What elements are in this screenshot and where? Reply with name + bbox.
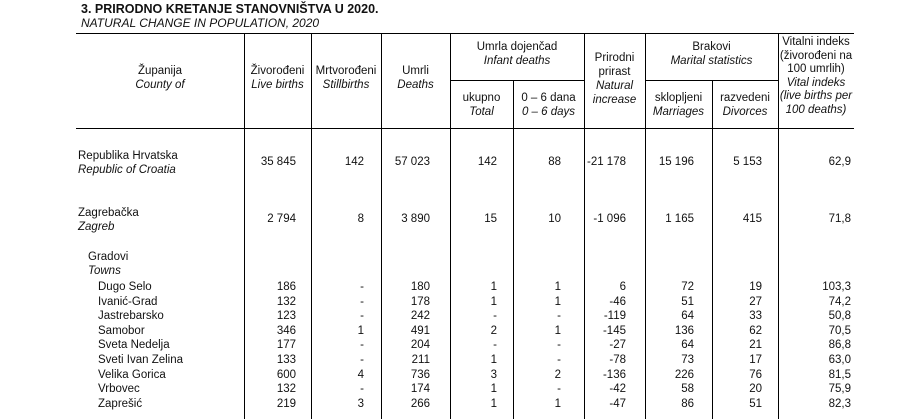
table-cell: 133	[276, 354, 296, 366]
table-cell: 1	[554, 281, 561, 293]
table-cell: 63,0	[828, 354, 851, 366]
table-cell: -1 096	[593, 213, 626, 225]
table-cell: 1	[554, 324, 561, 337]
table-cell: -	[360, 281, 364, 293]
table-cell: 132	[276, 295, 296, 308]
table-cell: -78	[609, 354, 626, 366]
table-cell: 1	[490, 397, 497, 410]
table-cell: 132	[276, 383, 296, 396]
header-live-births: Živorođeni Live births	[250, 65, 305, 91]
table-cell: 3	[490, 368, 497, 381]
table-cell: 5 153	[733, 156, 762, 168]
table-cell: -46	[609, 295, 626, 308]
town-name: Sveti Ivan Zelina	[98, 354, 184, 366]
town-name: Dugo Selo	[98, 281, 152, 293]
table-cell: 62,9	[828, 156, 851, 168]
table-cell: 242	[410, 310, 430, 323]
table-cell: 10	[548, 213, 561, 225]
table-cell: 136	[674, 324, 694, 337]
table-cell: 15 196	[658, 156, 694, 168]
table-cell: 174	[410, 383, 430, 396]
table-cell: 1	[554, 295, 561, 308]
table-cell: -145	[602, 324, 626, 337]
table-subtitle: NATURAL CHANGE IN POPULATION, 2020	[81, 16, 320, 30]
table-cell: 73	[681, 354, 694, 366]
table-cell: -	[360, 295, 364, 308]
table-cell: -136	[602, 368, 626, 381]
table-cell: 3	[357, 397, 364, 410]
table-cell: -	[557, 383, 561, 396]
table-cell: 51	[681, 295, 694, 308]
header-marriages: sklopljeni Marriages	[652, 92, 705, 118]
table-cell: 600	[276, 368, 296, 381]
table-cell: 62	[749, 324, 762, 337]
table-cell: 71,8	[828, 213, 851, 225]
header-natural-increase: Prirodni prirast Natural increase	[592, 52, 637, 106]
table-cell: 177	[276, 339, 296, 352]
header-marital: Brakovi Marital statistics	[670, 41, 753, 67]
table-cell: 103,3	[822, 281, 851, 293]
table-cell: -	[360, 310, 364, 323]
header-infant-0-6: 0 – 6 dana 0 – 6 days	[521, 92, 576, 118]
table-title: 3. PRIRODNO KRETANJE STANOVNIŠTVA U 2020.	[81, 2, 379, 16]
table-cell: 491	[410, 324, 430, 337]
table-cell: -47	[609, 397, 626, 410]
header-top-rule	[76, 33, 854, 34]
town-name: Vrbovec	[98, 383, 140, 396]
table-cell: 86,8	[828, 339, 851, 352]
table-cell: 142	[477, 156, 497, 168]
table-cell: 88	[548, 156, 561, 168]
table-cell: 186	[276, 281, 296, 293]
row-croatia-label: Republika Hrvatska Republic of Croatia	[78, 150, 178, 176]
table-cell: 74,2	[828, 295, 851, 308]
table-cell: 86	[681, 397, 694, 410]
table-cell: -42	[609, 383, 626, 396]
town-name: Velika Gorica	[98, 368, 166, 381]
infant-sub-rule	[450, 80, 584, 81]
table-cell: -	[493, 339, 497, 352]
table-cell: 33	[749, 310, 762, 323]
table-cell: 180	[410, 281, 430, 293]
header-county: Županija County of	[135, 65, 185, 91]
table-cell: -	[493, 310, 497, 323]
header-bottom-rule	[76, 128, 854, 129]
table-cell: 2	[554, 368, 561, 381]
town-name: Jastrebarsko	[98, 310, 164, 323]
table-cell: 1	[490, 354, 497, 366]
town-name: Samobor	[98, 324, 145, 337]
col-divider	[513, 80, 514, 419]
table-cell: 204	[410, 339, 430, 352]
table-cell: 4	[357, 368, 364, 381]
table-cell: 6	[619, 281, 626, 293]
header-divorces: razvedeni Divorces	[720, 92, 770, 118]
table-cell: -	[360, 339, 364, 352]
table-cell: 2	[490, 324, 497, 337]
table-cell: 123	[276, 310, 296, 323]
table-cell: 346	[276, 324, 296, 337]
table-cell: 1	[357, 324, 364, 337]
table-cell: -27	[609, 339, 626, 352]
header-vital-index: Vitalni indeks (živorođeni na 100 umrlih) Vital indeks (live births per 100 deaths)	[779, 36, 853, 116]
table-cell: 70,5	[828, 324, 851, 337]
table-cell: 58	[681, 383, 694, 396]
table-cell: 142	[344, 156, 364, 168]
table-cell: 15	[484, 213, 497, 225]
table-cell: -	[557, 310, 561, 323]
towns-label: Gradovi Towns	[88, 251, 129, 277]
header-deaths: Umrli Deaths	[397, 65, 434, 91]
table-cell: 1 165	[665, 213, 694, 225]
table-cell: 20	[749, 383, 762, 396]
col-divider	[712, 80, 713, 419]
table-cell: -119	[603, 310, 626, 323]
table-cell: 17	[749, 354, 762, 366]
table-cell: 64	[681, 339, 694, 352]
table-cell: 1	[490, 295, 497, 308]
table-cell: 64	[681, 310, 694, 323]
table-cell: 2 794	[267, 213, 296, 225]
town-name: Zaprešić	[98, 397, 143, 410]
town-name: Ivanić-Grad	[98, 295, 158, 308]
table-cell: -	[557, 354, 561, 366]
table-cell: 1	[490, 383, 497, 396]
table-cell: 8	[357, 213, 364, 225]
table-cell: 72	[681, 281, 694, 293]
town-name: Sveta Nedelja	[98, 339, 170, 352]
table-cell: 266	[410, 397, 430, 410]
table-cell: 57 023	[394, 156, 430, 168]
table-cell: -	[360, 383, 364, 396]
table-cell: 211	[411, 354, 430, 366]
table-cell: 35 845	[260, 156, 296, 168]
table-cell: 1	[554, 397, 561, 410]
table-cell: 21	[749, 339, 762, 352]
table-cell: 3 890	[401, 213, 430, 225]
header-infant-total: ukupno Total	[462, 92, 501, 118]
table-cell: 51	[749, 397, 762, 410]
table-cell: 226	[674, 368, 694, 381]
table-cell: 219	[276, 397, 296, 410]
table-cell: -	[360, 354, 364, 366]
table-cell: 75,9	[828, 383, 851, 396]
header-infant-deaths: Umrla dojenčad Infant deaths	[476, 41, 558, 67]
table-cell: 19	[749, 281, 762, 293]
table-cell: -	[557, 339, 561, 352]
table-cell: 81,5	[828, 368, 851, 381]
header-stillbirths: Mrtvorođeni Stillbirths	[315, 65, 377, 91]
row-zagreb-label: Zagrebačka Zagreb	[78, 207, 139, 233]
table-cell: 736	[410, 368, 430, 381]
table-cell: 27	[749, 295, 762, 308]
table-cell: 50,8	[828, 310, 851, 323]
table-cell: 415	[742, 213, 762, 225]
table-cell: 178	[410, 295, 430, 308]
table-cell: 1	[490, 281, 497, 293]
table-cell: 76	[749, 368, 762, 381]
table-cell: -21 178	[586, 156, 626, 168]
table-cell: 82,3	[828, 397, 851, 410]
